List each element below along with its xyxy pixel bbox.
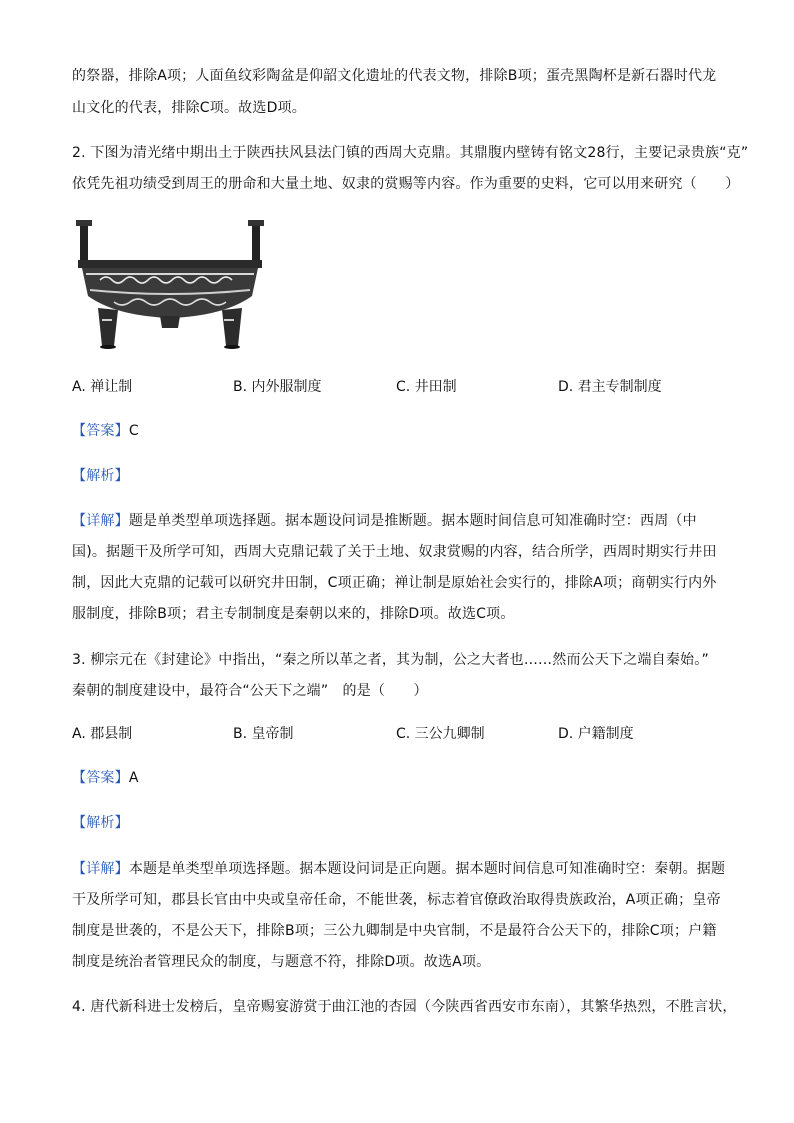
detail-line: 国)。据题干及所学可知，西周大克鼎记载了关于土地、奴隶赏赐的内容，结合所学，西周时期实行井田	[72, 544, 717, 560]
question-3-stem: 3. 柳宗元在《封建论》中指出，“秦之所以革之者，其为制，公之大者也……然而公天下之端自秦始。”	[72, 652, 709, 668]
answer-value: A	[128, 770, 139, 786]
question-2-stem: 依凭先祖功绩受到周王的册命和大量土地、奴隶的赏赐等内容。作为重要的史料，它可以用来研究（ ）	[72, 176, 740, 192]
answer-line	[72, 768, 752, 788]
analysis-tag: 【解析】	[72, 468, 129, 484]
detail-tag: 【详解】	[72, 861, 129, 877]
option-a: A. 郡县制	[72, 726, 133, 742]
option-a: A. 禅让制	[72, 379, 133, 395]
answer-value: C	[128, 423, 139, 439]
text-line: 山文化的代表，排除C项。故选D项。	[72, 100, 306, 116]
detail-line: 制，因此大克鼎的记载可以研究井田制，C项正确；禅让制是原始社会实行的，排除A项；商朝实行内外	[72, 575, 717, 591]
question-2-stem: 2. 下图为清光绪中期出土于陕西扶风县法门镇的西周大克鼎。其鼎腹内壁铸有铭文28行，主要记录贵族“克”	[72, 145, 749, 161]
option-b: B. 内外服制度	[233, 379, 322, 395]
question-4-stem: 4. 唐代新科进士发榜后，皇帝赐宴游赏于曲江池的杏园（今陕西省西安市东南），其繁华热烈，不胜言状，	[72, 999, 737, 1015]
answer-tag: 【答案】	[72, 770, 129, 786]
detail-line: 制度是统治者管理民众的制度，与题意不符，排除D项。故选A项。	[72, 954, 491, 970]
detail-line: 【详解】题是单类型单项选择题。据本题设问词是推断题。据本题时间信息可知准确时空：西周（中	[72, 513, 697, 529]
detail-line: 干及所学可知，郡县长官由中央或皇帝任命，不能世袭，标志着官僚政治取得贵族政治，A项正确；皇帝	[72, 892, 721, 908]
analysis-tag: 【解析】	[72, 815, 129, 831]
detail-line: 制度是世袭的，不是公天下，排除B项；三公九卿制是中央官制，不是最符合公天下的，排除C项；户籍	[72, 923, 717, 939]
option-c: C. 井田制	[396, 379, 457, 395]
option-b: B. 皇帝制	[233, 726, 294, 742]
answer-line	[72, 421, 752, 441]
analysis-heading	[72, 813, 752, 833]
question-3-stem: 秦朝的制度建设中，最符合“公天下之端” 的是（ ）	[72, 683, 428, 699]
text-line: 的祭器，排除A项；人面鱼纹彩陶盆是仰韶文化遗址的代表文物，排除B项；蛋壳黑陶杯是新石器时代龙	[72, 68, 717, 84]
detail-tag: 【详解】	[72, 513, 129, 529]
bronze-ding-image	[74, 220, 266, 350]
detail-line: 【详解】本题是单类型单项选择题。据本题设问词是正向题。据本题时间信息可知准确时空：秦朝。据题	[72, 861, 726, 877]
option-d: D. 君主专制制度	[558, 379, 662, 395]
answer-tag: 【答案】	[72, 423, 129, 439]
option-c: C. 三公九卿制	[396, 726, 485, 742]
option-d: D. 户籍制度	[558, 726, 634, 742]
detail-line: 服制度，排除B项；君主专制制度是秦朝以来的，排除D项。故选C项。	[72, 606, 515, 622]
analysis-heading	[72, 466, 752, 486]
